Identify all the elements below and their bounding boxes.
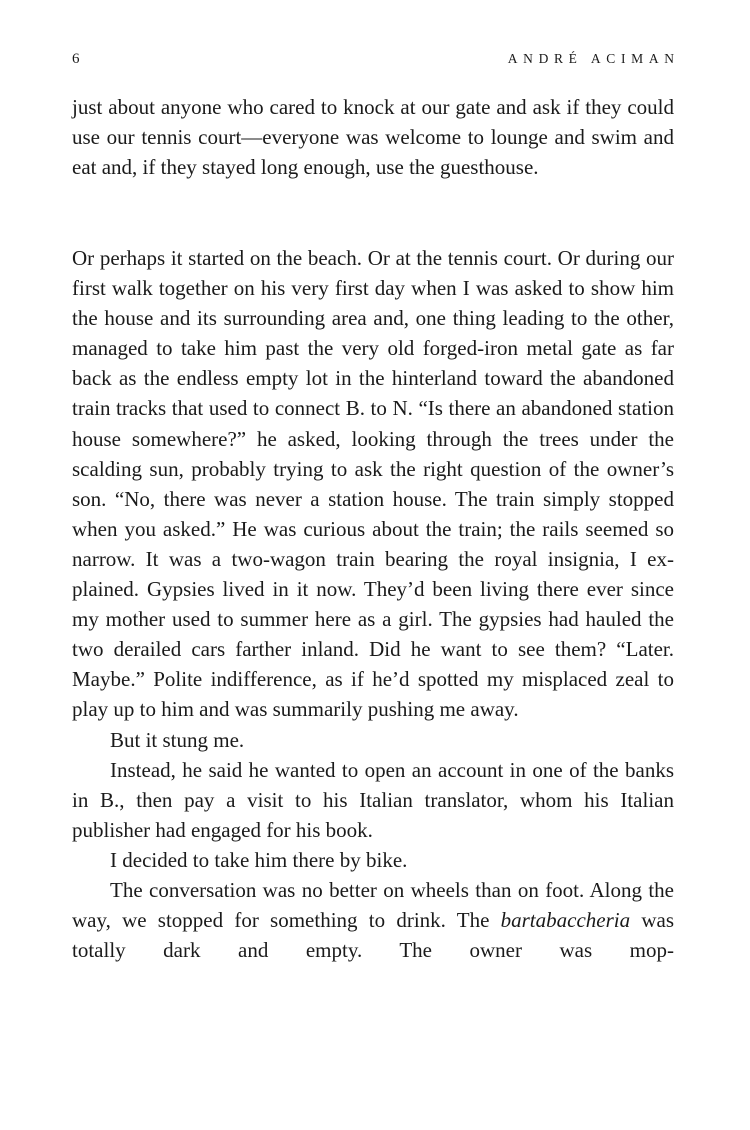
page-number: 6 <box>72 51 80 67</box>
running-header <box>72 49 680 69</box>
paragraph-stung: But it stung me. <box>110 727 245 752</box>
paragraph-beach: Or perhaps it started on the beach. Or at the tennis court. Or during our first walk together on his very first day when I was asked to show him the house and its surrounding area and, one thing leading to the other, managed to take him past the very old forged-iron metal gate as far back as the endless empty lot in the hinterland toward the abandoned train tracks that used to connect B. to N. “Is there an abandoned station house somewhere?” he asked, looking through the trees under the scalding sun, probably trying to ask the right question of the owner’s son. “No, there was never a station house. The train simply stopped when you asked.” He was curious about the train; the rails seemed so narrow. It was a two-wagon train bearing the royal insignia, I explained. Gypsies lived in it now. They’d been living there ever since my mother used to summer here as a girl. The gypsies had hauled the two derailed cars farther inland. Did he want to see them? “Later. Maybe.” Polite indifference, as if he’d spotted my misplaced zeal to play up to him and was summarily pushing me away. <box>72 246 674 722</box>
italic-bar-tabaccheria: bartabaccheria <box>500 908 631 933</box>
text-block-top <box>72 92 674 182</box>
paragraph-conversation <box>72 875 674 965</box>
paragraph-conversation-end: was totally dark and empty. The owner was mop- <box>72 908 674 963</box>
text-block-main <box>72 243 674 965</box>
paragraph-bike: I decided to take him there by bike. <box>110 847 408 872</box>
paragraph-continued: just about anyone who cared to knock at our gate and ask if they could use our tennis court—everyone was welcome to lounge and swim and eat and, if they stayed long enough, use the guesthouse. <box>72 95 674 180</box>
paragraph-bank: Instead, he said he wanted to open an account in one of the banks in B., then pay a visit to his Italian translator, whom his Italian publisher had engaged for his book. <box>72 757 674 842</box>
paragraph-conversation-start: The conversation was no better on wheels than on foot. Along the way, we stopped for something to drink. The <box>72 877 674 933</box>
running-head-author: ANDRÉ ACIMAN <box>507 51 680 66</box>
